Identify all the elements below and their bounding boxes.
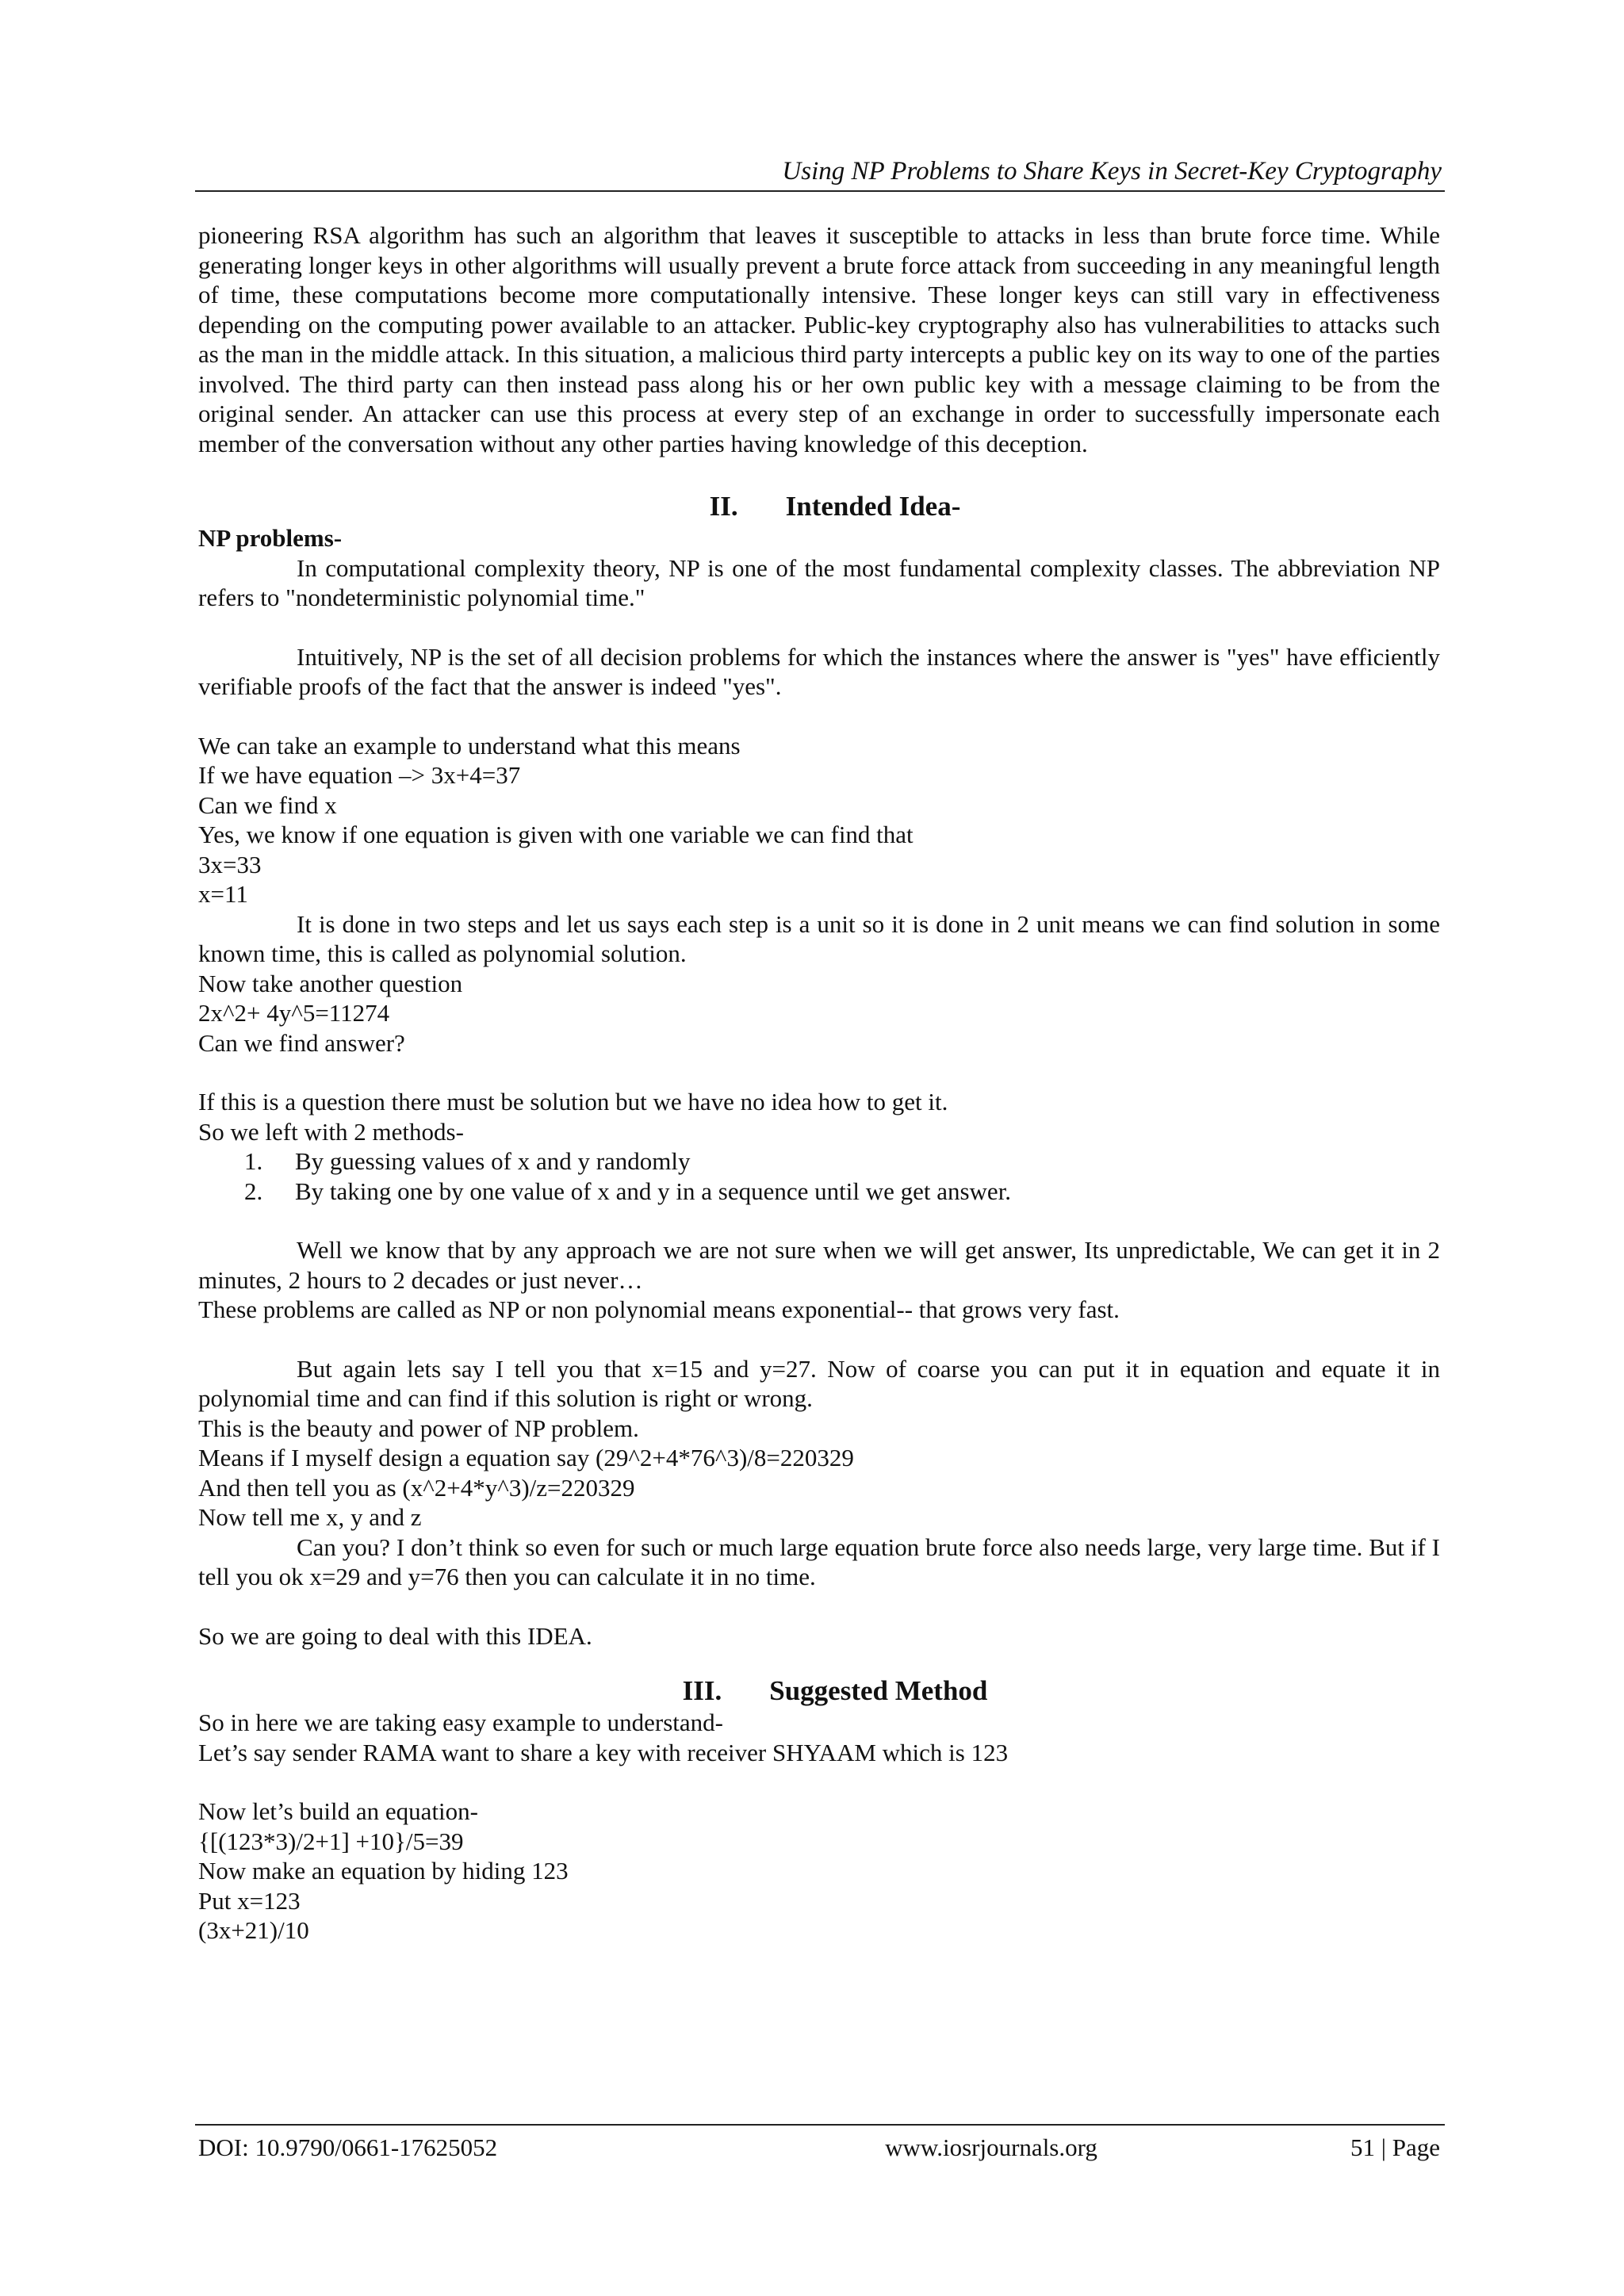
method-line: Put x=123 [198,1886,301,1915]
intro-paragraph: pioneering RSA algorithm has such an algorithm that leaves it susceptible to attacks in less than brute force time. While generating longer keys in other algorithms will usually prevent a brute force attack from succeeding in any meaningful length of time, these computations become more computationally intensive. These longer keys can still vary in effectiveness depending on the computing power available to an attacker. Public-key cryptography also has vulnerabilities to attacks such as the man in the middle attack. In this situation, a malicious third party intercepts a public key on its way to one of the parties involved. The third party can then instead pass along his or her own public key with a message claiming to be from the original sender. An attacker can use this process at every step of an exchange in order to successfully impersonate each member of the conversation without any other parties having knowledge of this deception. [198,221,1440,457]
np-problems-subheading: NP problems- [198,524,343,552]
methods-list [198,1146,1440,1206]
section-2-title: Intended Idea- [785,491,961,522]
np-definition-paragraph: In computational complexity theory, NP is one of the most fundamental complexity classes. The abbreviation NP refers to "nondeterministic polynomial time." [198,553,1440,611]
example-line: Can we find answer? [198,1028,405,1057]
running-header: Using NP Problems to Share Keys in Secret-Key Cryptography [782,157,1442,186]
example-line: We can take an example to understand what this means [198,731,741,760]
verification-paragraph: But again lets say I tell you that x=15 and y=27. Now of coarse you can put it in equation and equate it in polynomial time and can find if this solution is right or wrong. [198,1354,1440,1412]
example-line: 2x^2+ 4y^5=11274 [198,999,390,1027]
footer-page-number: 51 | Page [1350,2133,1440,2161]
header-rule [195,190,1445,192]
list-item-text: By guessing values of x and y randomly [295,1147,691,1175]
footer-rule [195,2124,1445,2126]
unpredictable-paragraph: Well we know that by any approach we are not sure when we will get answer, Its unpredictable, We can get it in 2 minutes, 2 hours to 2 decades or just never… [198,1236,1440,1294]
method-line: Let’s say sender RAMA want to share a key with receiver SHYAAM which is 123 [198,1738,1009,1766]
list-item [198,1177,1440,1207]
list-item-number: 2. [244,1177,263,1205]
example-line: Now tell me x, y and z [198,1503,422,1531]
section-3-title: Suggested Method [769,1675,988,1706]
method-line: So in here we are taking easy example to understand- [198,1709,723,1736]
method-line: {[(123*3)/2+1] +10}/5=39 [198,1827,464,1855]
list-item-text: By taking one by one value of x and y in a sequence until we get answer. [295,1177,1012,1205]
example-line: Yes, we know if one equation is given with one variable we can find that [198,821,914,848]
example-line: And then tell you as (x^2+4*y^3)/z=220329 [198,1473,635,1502]
example-line: 3x=33 [198,850,262,878]
footer-website: www.iosrjournals.org [885,2133,1097,2161]
method-line: Now make an equation by hiding 123 [198,1857,569,1885]
polynomial-solution-paragraph: It is done in two steps and let us says each step is a unit so it is done in 2 unit means we can find solution in some known time, this is called as polynomial solution. [198,909,1440,967]
page-footer [198,2133,1440,2164]
section-2-heading [198,490,1440,523]
example-line: So we left with 2 methods- [198,1117,464,1146]
example-line: Means if I myself design a equation say (29^2+4*76^3)/8=220329 [198,1444,854,1471]
example-line: If this is a question there must be solution but we have no idea how to get it. [198,1088,948,1115]
example-line: x=11 [198,880,248,908]
list-item [198,1146,1440,1177]
example-line: This is the beauty and power of NP problem. [198,1414,639,1442]
example-line: If we have equation –> 3x+4=37 [198,761,521,789]
section-3-heading [198,1674,1440,1708]
section-2-number: II. [709,491,738,522]
page-body [198,220,1440,1946]
example-line: Now take another question [198,969,463,997]
np-intuition-paragraph: Intuitively, NP is the set of all decision problems for which the instances where the answer is "yes" have efficiently verifiable proofs of the fact that the answer is indeed "yes". [198,642,1440,700]
example-line: These problems are called as NP or non polynomial means exponential-- that grows very fast. [198,1295,1120,1323]
example-line: Can we find x [198,790,337,819]
method-line: (3x+21)/10 [198,1916,309,1944]
list-item-number: 1. [244,1147,263,1175]
section-3-number: III. [682,1675,722,1706]
method-line: Now let’s build an equation- [198,1797,478,1825]
example-line: So we are going to deal with this IDEA. [198,1621,592,1650]
brute-force-paragraph: Can you? I don’t think so even for such or much large equation brute force also needs large, very large time. But if I tell you ok x=29 and y=76 then you can calculate it in no time. [198,1533,1440,1590]
footer-doi: DOI: 10.9790/0661-17625052 [198,2133,498,2161]
